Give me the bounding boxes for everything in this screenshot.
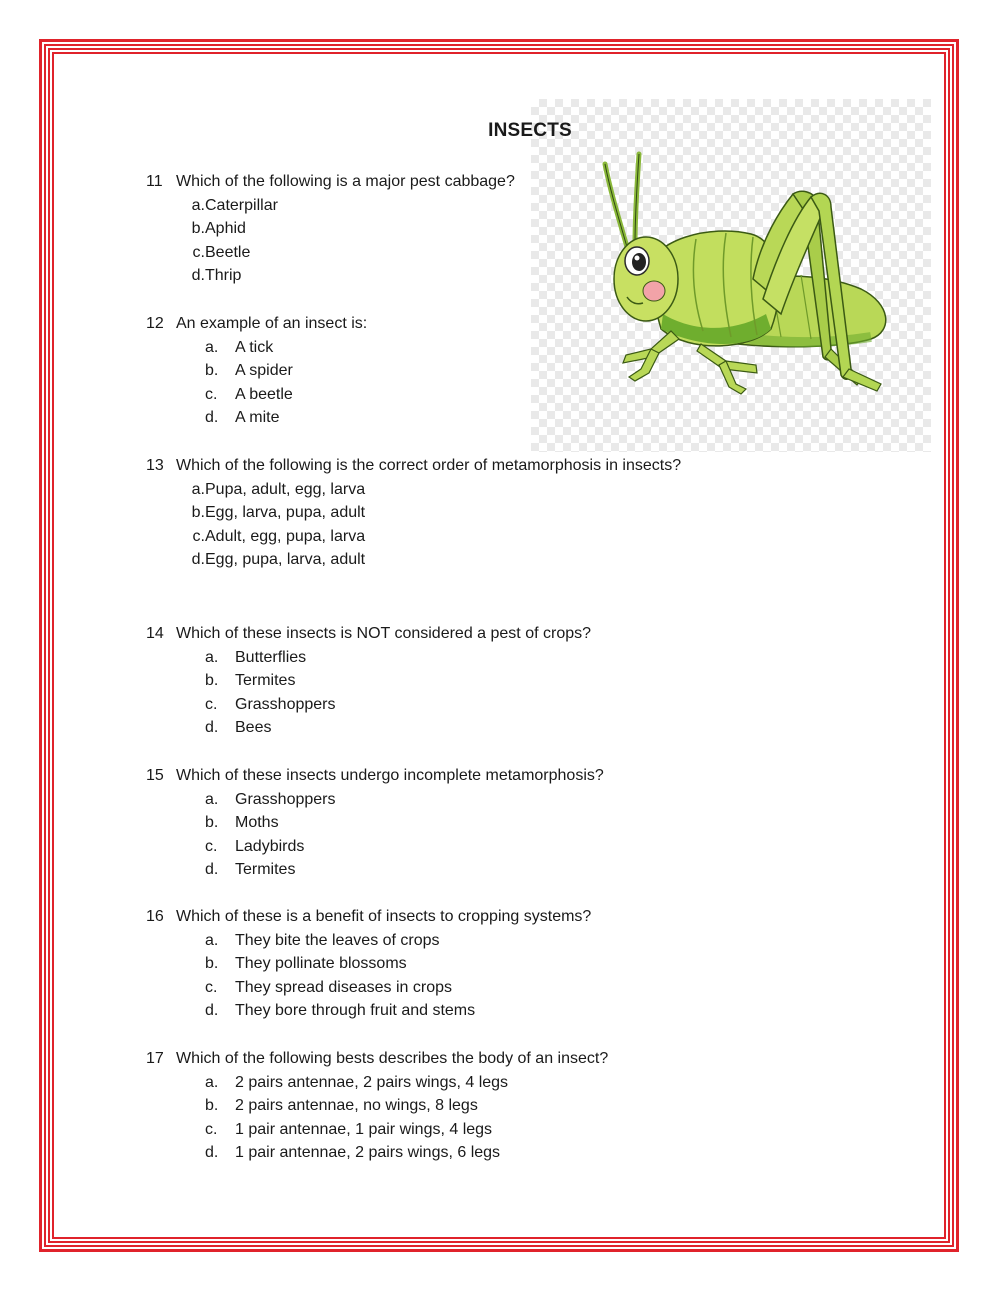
option-a: a. Grasshoppers xyxy=(205,790,336,808)
question-15 xyxy=(146,764,604,882)
question-16 xyxy=(146,905,591,1023)
option-c: c. Adult, egg, pupa, larva xyxy=(192,527,366,545)
question-text: Which of these insects is NOT considered a pest of crops? xyxy=(176,625,592,642)
option-a: a. 2 pairs antennae, 2 pairs wings, 4 legs xyxy=(205,1073,509,1091)
option-d: d. Egg, pupa, larva, adult xyxy=(191,551,366,569)
question-number: 16 xyxy=(146,908,164,925)
option-b: b. They pollinate blossoms xyxy=(205,955,407,973)
option-d: d. 1 pair antennae, 2 pairs wings, 6 legs xyxy=(205,1144,501,1162)
question-text: Which of the following is the correct order of metamorphosis in insects? xyxy=(176,457,682,474)
question-17 xyxy=(146,1047,608,1165)
option-c: c. Ladybirds xyxy=(205,837,305,855)
question-number: 14 xyxy=(146,625,164,642)
question-number: 15 xyxy=(146,767,164,784)
question-text: Which of these insects undergo incomplete metamorphosis? xyxy=(176,767,604,784)
option-d: d. Termites xyxy=(205,861,296,879)
question-text: An example of an insect is: xyxy=(176,315,368,332)
option-a: a. Butterflies xyxy=(205,648,307,666)
option-b: b. Aphid xyxy=(191,220,246,238)
option-b: b. 2 pairs antennae, no wings, 8 legs xyxy=(205,1097,478,1115)
question-number: 17 xyxy=(146,1050,164,1067)
question-text: Which of the following bests describes the body of an insect? xyxy=(176,1050,609,1067)
option-a: a. Caterpillar xyxy=(191,196,278,214)
question-text: Which of these is a benefit of insects to cropping systems? xyxy=(176,908,592,925)
option-c: c. 1 pair antennae, 1 pair wings, 4 legs xyxy=(205,1120,493,1138)
option-a: a. Pupa, adult, egg, larva xyxy=(191,480,366,498)
option-d: d. They bore through fruit and stems xyxy=(205,1002,476,1020)
option-b: b. Egg, larva, pupa, adult xyxy=(191,504,366,522)
option-b: b. A spider xyxy=(205,362,293,380)
option-c: c. Beetle xyxy=(192,243,251,261)
option-c: c. They spread diseases in crops xyxy=(205,978,452,996)
grasshopper-illustration xyxy=(531,99,931,452)
question-text: Which of the following is a major pest cabbage? xyxy=(176,173,515,190)
question-14 xyxy=(146,622,591,740)
question-13 xyxy=(146,454,681,572)
option-b: b. Termites xyxy=(205,672,296,690)
option-c: c. A beetle xyxy=(205,385,293,403)
option-d: d. Bees xyxy=(205,719,272,737)
question-12 xyxy=(146,312,367,430)
option-a: a. A tick xyxy=(205,338,274,356)
question-number: 12 xyxy=(146,315,164,332)
option-c: c. Grasshoppers xyxy=(205,695,336,713)
question-number: 13 xyxy=(146,457,164,474)
page-title: INSECTS xyxy=(488,120,572,141)
option-a: a. They bite the leaves of crops xyxy=(205,931,440,949)
question-number: 11 xyxy=(146,173,163,190)
option-b: b. Moths xyxy=(205,814,279,832)
option-d: d. A mite xyxy=(205,409,280,427)
question-11 xyxy=(146,170,515,288)
option-d: d. Thrip xyxy=(191,267,242,285)
